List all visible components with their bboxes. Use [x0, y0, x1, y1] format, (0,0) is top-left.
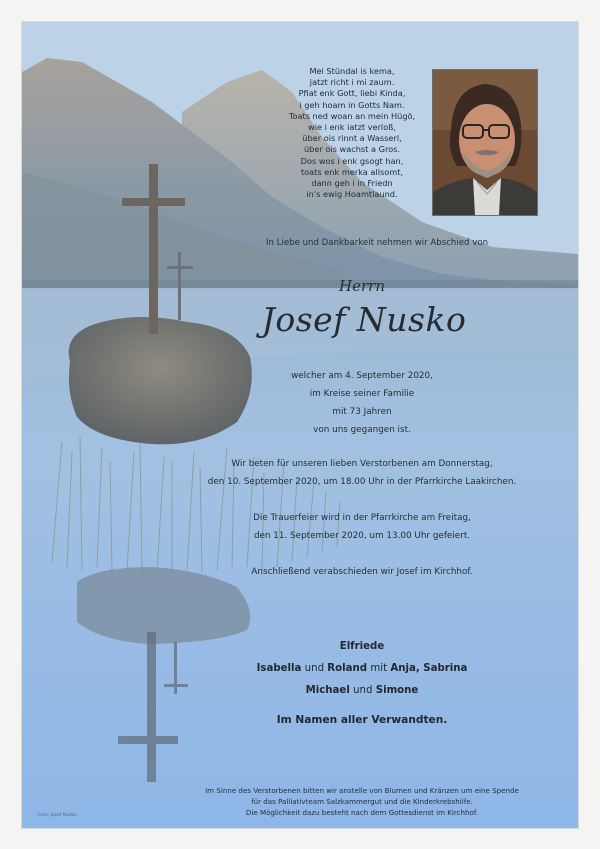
parte-sheet: [22, 22, 578, 828]
donation-line: Die Möglichkeit dazu besteht nach dem Gottesdienst im Kirchhof.: [245, 808, 479, 818]
death-details: [172, 367, 552, 439]
poem: [277, 66, 427, 200]
poem-line: Pfiat enk Gott, liebi Kinda,: [298, 88, 406, 99]
family-line-2: [172, 658, 552, 680]
family-member: Elfriede: [339, 641, 385, 652]
burial-notice: [172, 563, 552, 581]
funeral-notice: [172, 509, 552, 545]
funeral-line: Die Trauerfeier wird in der Pfarrkirche am Freitag,: [253, 513, 471, 523]
poem-line: über ois wachst a Gros.: [303, 144, 401, 155]
portrait-photo: [432, 69, 538, 216]
donation-line: für das Palliativteam Salzkammergut und die Kinderkrebshilfe.: [251, 797, 473, 807]
deceased-name: Josef Nusko: [261, 300, 467, 339]
death-detail-line: mit 73 Jahren: [332, 407, 392, 417]
death-detail-line: von uns gegangen ist.: [313, 425, 411, 435]
portrait-image: [433, 70, 537, 215]
prayer-line: den 10. September 2020, um 18.00 Uhr in der Pfarrkirche Laakirchen.: [207, 477, 517, 487]
death-detail-line: im Kreise seiner Familie: [309, 389, 415, 399]
photo-credit: Foto: Josef Nusko: [38, 813, 77, 818]
family-names: [172, 636, 552, 702]
poem-line: wie i enk iatzt verloß,: [308, 122, 396, 133]
burial-line: Anschließend verabschieden wir Josef im Kirchhof.: [251, 567, 473, 577]
poem-line: i geh hoam in Gotts Nam.: [299, 99, 405, 110]
poem-line: über ois rinnt a Wasserl,: [302, 133, 402, 144]
conjunction: und: [353, 685, 373, 696]
family-member: Michael: [305, 685, 350, 696]
conjunction: mit: [370, 663, 388, 674]
poem-line: toats enk merka allsomt,: [300, 166, 404, 177]
family-line-1: [172, 636, 552, 658]
donation-line: Im Sinne des Verstorbenen bitten wir anstelle von Blumen und Kränzen um eine Spende: [205, 786, 519, 795]
poem-line: Dos wos i enk gsogt han,: [300, 155, 404, 166]
poem-line: dann geh i in Friedn: [311, 178, 393, 189]
salutation: Herrn: [339, 277, 385, 295]
family-member: Simone: [375, 685, 419, 696]
poem-line: jatzt richt i mi zaum.: [309, 77, 395, 88]
prayer-line: Wir beten für unseren lieben Verstorbenen am Donnerstag,: [231, 459, 493, 469]
family-line-3: [172, 680, 552, 702]
poem-line: Toats ned woan an mein Hügö,: [288, 110, 416, 121]
family-member: Anja, Sabrina: [390, 663, 468, 674]
poem-line: Mei Stündal is kema,: [309, 66, 395, 76]
donation-note: [172, 785, 552, 819]
poem-line: in's ewig Hoamtlaund.: [306, 189, 398, 200]
closing-line: Im Namen aller Verwandten.: [276, 714, 448, 726]
prayer-notice: [172, 455, 552, 491]
family-member: Roland: [327, 663, 368, 674]
funeral-line: den 11. September 2020, um 13.00 Uhr gefeiert.: [253, 531, 471, 541]
family-member: Isabella: [256, 663, 302, 674]
farewell-intro: In Liebe und Dankbarkeit nehmen wir Abschied von: [265, 238, 489, 248]
conjunction: und: [304, 663, 325, 674]
death-detail-line: welcher am 4. September 2020,: [291, 371, 433, 381]
